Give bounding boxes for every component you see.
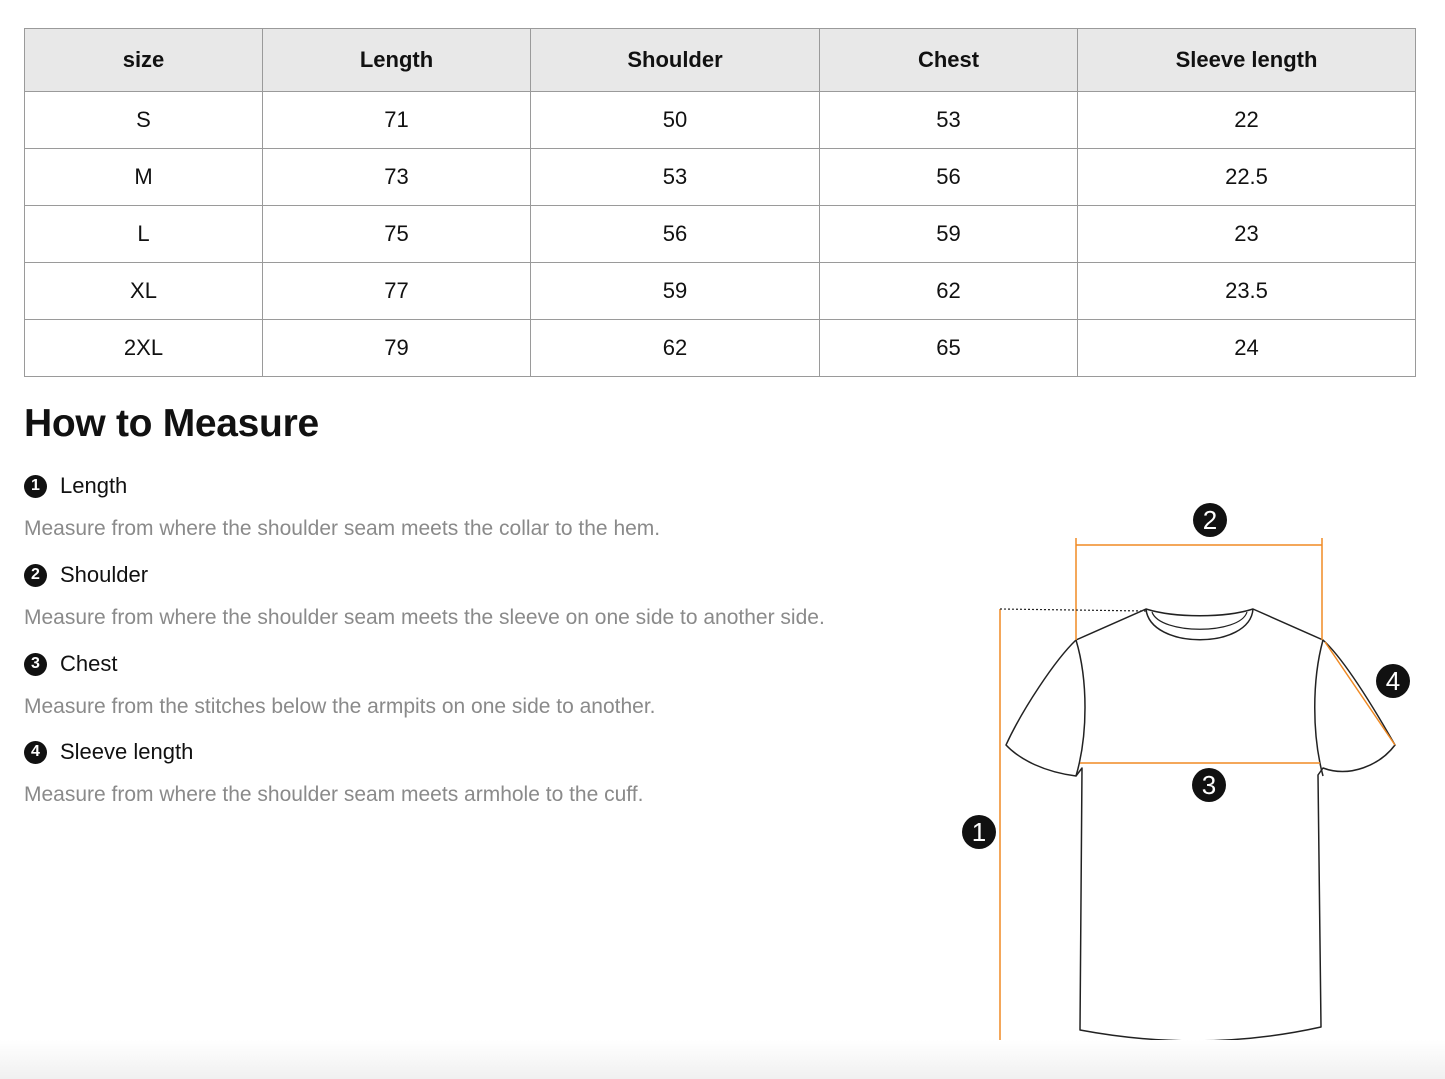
table-cell: 59 [820, 206, 1078, 263]
header-shoulder: Shoulder [531, 29, 820, 92]
length-top-dotted-line [1000, 609, 1146, 611]
step-chest [24, 651, 117, 677]
svg-text:2: 2 [1202, 505, 1218, 535]
table-cell: 75 [263, 206, 531, 263]
table-cell: 24 [1078, 320, 1416, 377]
table-cell: XL [25, 263, 263, 320]
table-cell: 77 [263, 263, 531, 320]
table-cell: 50 [531, 92, 820, 149]
marker-three-icon [1192, 768, 1226, 802]
step-description: Measure from where the shoulder seam meets the collar to the hem. [24, 517, 661, 540]
tshirt-outline [1006, 609, 1395, 1041]
table-cell: 23.5 [1078, 263, 1416, 320]
table-header-row [25, 29, 1416, 92]
marker-one-icon [962, 815, 996, 849]
header-length: Length [263, 29, 531, 92]
table-cell: 71 [263, 92, 531, 149]
size-chart-table [24, 28, 1416, 377]
table-cell: 23 [1078, 206, 1416, 263]
svg-text:4: 4 [1385, 666, 1401, 696]
table-cell: 62 [820, 263, 1078, 320]
table-cell: 79 [263, 320, 531, 377]
step-label: Chest [60, 651, 118, 676]
step-description: Measure from the stitches below the armpits on one side to another. [24, 695, 656, 718]
table-cell: 65 [820, 320, 1078, 377]
header-sleeve-length: Sleeve length [1078, 29, 1416, 92]
how-to-measure-title: How to Measure [24, 402, 319, 445]
step-description: Measure from where the shoulder seam meets the sleeve on one side to another side. [24, 606, 825, 629]
marker-four-icon [1376, 664, 1410, 698]
table-cell: 22.5 [1078, 149, 1416, 206]
step-label: Length [60, 473, 128, 498]
svg-text:3: 3 [1201, 770, 1217, 800]
number-two-icon: 2 [24, 564, 47, 587]
table-cell: 2XL [25, 320, 263, 377]
step-sleeve-length [24, 739, 193, 765]
table-cell: M [25, 149, 263, 206]
table-cell: L [25, 206, 263, 263]
marker-two-icon [1193, 503, 1227, 537]
table-cell: 62 [531, 320, 820, 377]
table-row [25, 149, 1416, 206]
number-one-icon: 1 [24, 475, 47, 498]
step-label: Sleeve length [60, 739, 194, 764]
number-three-icon: 3 [24, 653, 47, 676]
table-cell: 73 [263, 149, 531, 206]
bottom-fade [0, 1040, 1445, 1079]
header-chest: Chest [820, 29, 1078, 92]
table-cell: 56 [531, 206, 820, 263]
step-description: Measure from where the shoulder seam meets armhole to the cuff. [24, 783, 644, 806]
table-row [25, 263, 1416, 320]
table-row [25, 92, 1416, 149]
table-cell: 53 [820, 92, 1078, 149]
svg-text:1: 1 [971, 817, 987, 847]
table-cell: 53 [531, 149, 820, 206]
table-cell: 59 [531, 263, 820, 320]
step-shoulder [24, 562, 148, 588]
step-length [24, 473, 127, 499]
table-row [25, 206, 1416, 263]
header-size: size [25, 29, 263, 92]
table-cell: 56 [820, 149, 1078, 206]
table-row [25, 320, 1416, 377]
table-cell: 22 [1078, 92, 1416, 149]
number-four-icon: 4 [24, 741, 47, 764]
step-label: Shoulder [60, 562, 149, 587]
tshirt-measurement-diagram [940, 490, 1420, 1050]
table-cell: S [25, 92, 263, 149]
